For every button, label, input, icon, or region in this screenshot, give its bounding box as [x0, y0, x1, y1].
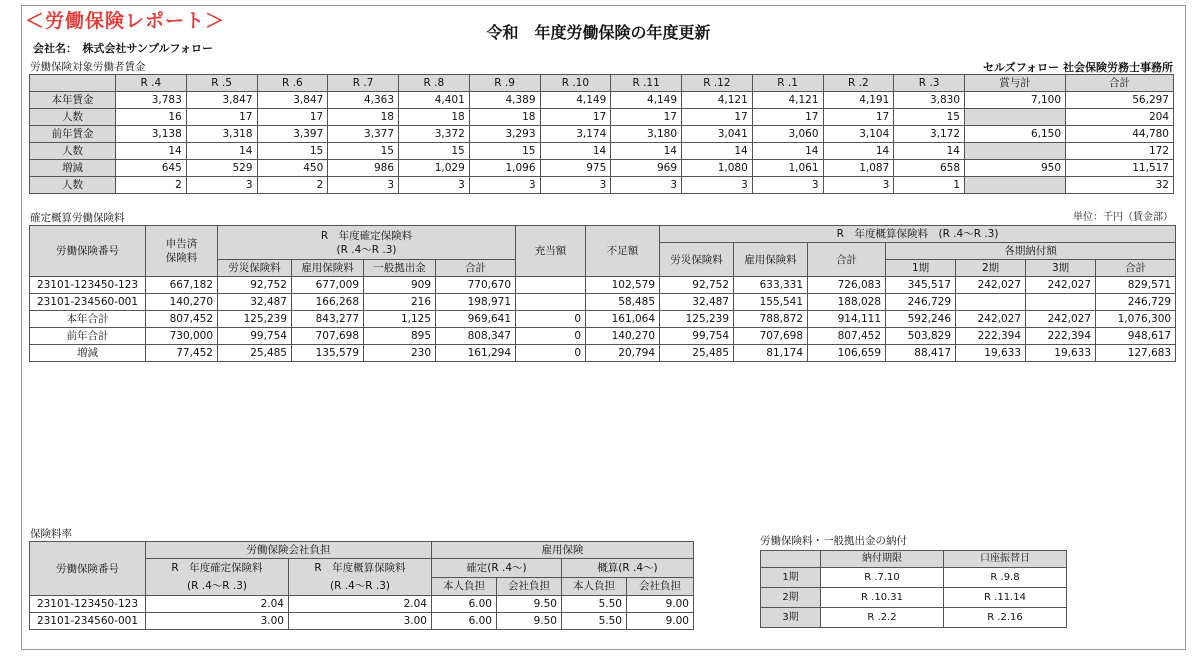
- premium-row: [30, 311, 1176, 328]
- wages-cell: 17: [540, 109, 611, 126]
- premium-cell: 25,485: [660, 345, 734, 362]
- wages-cell: 3,377: [328, 126, 399, 143]
- rates-header-employment: 雇用保険: [432, 542, 694, 559]
- wages-corner-cell: [30, 75, 116, 92]
- premium-cell: 726,083: [808, 277, 886, 294]
- document-title: 令和 年度労働保険の年度更新: [486, 23, 711, 42]
- premium-cell: 808,347: [436, 328, 516, 345]
- payment-due-date: R .2.2: [821, 608, 944, 628]
- wages-cell: 14: [752, 143, 823, 160]
- report-label: ＜労働保険レポート＞: [25, 10, 226, 32]
- premium-section-title: 確定概算労働保険料: [30, 212, 125, 224]
- rates-section-title: 保険料率: [30, 528, 72, 540]
- header-est-employment: 雇用保険料: [734, 243, 808, 277]
- payment-header-due: 納付期限: [821, 551, 944, 568]
- wages-cell: 1,087: [823, 160, 894, 177]
- wages-cell: 3,783: [116, 92, 187, 109]
- wages-cell: 658: [894, 160, 965, 177]
- premium-row-label: 増減: [30, 345, 146, 362]
- wages-col-header: R .7: [328, 75, 399, 92]
- premium-cell: 99,754: [660, 328, 734, 345]
- wages-cell: 18: [469, 109, 540, 126]
- wages-cell: 969: [611, 160, 682, 177]
- premium-cell: 222,394: [1026, 328, 1096, 345]
- rates-cell: 6.00: [432, 596, 497, 613]
- payment-due-date: R .10.31: [821, 588, 944, 608]
- wages-cell: 14: [682, 143, 753, 160]
- header-confirmed-premium: [218, 226, 516, 260]
- premium-cell: 32,487: [660, 294, 734, 311]
- wages-cell: 986: [328, 160, 399, 177]
- wages-cell: 3: [399, 177, 470, 194]
- wages-cell: 18: [399, 109, 470, 126]
- wages-cell: 6,150: [965, 126, 1066, 143]
- rates-cell: 9.00: [627, 596, 694, 613]
- wages-col-header: 賞与計: [965, 75, 1066, 92]
- wages-cell: 3,847: [186, 92, 257, 109]
- header-declared: [146, 226, 218, 277]
- premium-cell: 188,028: [808, 294, 886, 311]
- premium-cell: 807,452: [808, 328, 886, 345]
- header-est-total: 合計: [808, 243, 886, 277]
- premium-cell: 969,641: [436, 311, 516, 328]
- wages-row: [30, 160, 1174, 177]
- rates-header-conf-line2: (R .4～R .3): [187, 580, 247, 592]
- header-conf-general: 一般拠出金: [364, 260, 436, 277]
- premium-cell: 81,174: [734, 345, 808, 362]
- premium-cell: 1,076,300: [1096, 311, 1176, 328]
- wages-cell: 17: [682, 109, 753, 126]
- premium-cell: 198,971: [436, 294, 516, 311]
- wages-cell: 3,041: [682, 126, 753, 143]
- header-estimated-premium: R 年度概算保険料 (R .4～R .3): [660, 226, 1176, 243]
- rates-header-self-1: 本人負担: [432, 577, 497, 596]
- wages-cell: 3: [611, 177, 682, 194]
- rates-cell: 3.00: [289, 613, 432, 630]
- header-shortage: 不足額: [586, 226, 660, 277]
- wages-col-header: R .12: [682, 75, 753, 92]
- rates-cell: 9.00: [627, 613, 694, 630]
- wages-cell: 14: [186, 143, 257, 160]
- premium-cell: 32,487: [218, 294, 292, 311]
- premium-row: [30, 345, 1176, 362]
- wages-col-header: R .4: [116, 75, 187, 92]
- premium-cell: 102,579: [586, 277, 660, 294]
- wages-cell: 15: [328, 143, 399, 160]
- wages-cell: 4,149: [611, 92, 682, 109]
- payment-corner-cell: [761, 551, 821, 568]
- premium-cell: 948,617: [1096, 328, 1176, 345]
- wages-cell: 17: [257, 109, 328, 126]
- wages-cell: 15: [894, 109, 965, 126]
- wages-cell: 3,397: [257, 126, 328, 143]
- wages-table: [29, 74, 1174, 194]
- rates-cell: 2.04: [146, 596, 289, 613]
- premium-cell: 246,729: [1096, 294, 1176, 311]
- wages-row-label: 本年賃金: [30, 92, 116, 109]
- premium-cell: [956, 294, 1026, 311]
- premium-row: [30, 277, 1176, 294]
- premium-cell: 77,452: [146, 345, 218, 362]
- payment-period-label: 1期: [761, 568, 821, 588]
- wages-cell: 17: [752, 109, 823, 126]
- premium-cell: 135,579: [292, 345, 364, 362]
- premium-cell: 503,829: [886, 328, 956, 345]
- header-declared-line2: 保険料: [165, 252, 198, 264]
- rates-cell: 9.50: [497, 596, 562, 613]
- wages-cell: 2: [257, 177, 328, 194]
- wages-cell: 3,847: [257, 92, 328, 109]
- header-period-2: 2期: [956, 260, 1026, 277]
- header-conf-workers-comp: 労災保険料: [218, 260, 292, 277]
- wages-cell: 3,180: [611, 126, 682, 143]
- rates-header-est-line2: (R .4～R .3): [330, 580, 390, 592]
- premium-cell: 216: [364, 294, 436, 311]
- wages-cell: 204: [1066, 109, 1174, 126]
- wages-cell: 15: [469, 143, 540, 160]
- wages-cell: 3,372: [399, 126, 470, 143]
- premium-cell: 788,872: [734, 311, 808, 328]
- payment-row: [761, 568, 1067, 588]
- premium-cell: 807,452: [146, 311, 218, 328]
- rates-header-comp-1: 会社負担: [497, 577, 562, 596]
- wages-cell: 2: [116, 177, 187, 194]
- wages-cell: 4,401: [399, 92, 470, 109]
- premium-cell: 0: [516, 345, 586, 362]
- header-confirmed-line2: (R .4～R .3): [336, 243, 397, 256]
- premium-cell: 230: [364, 345, 436, 362]
- premium-cell: 667,182: [146, 277, 218, 294]
- wages-col-header: R .8: [399, 75, 470, 92]
- wages-cell: 16: [116, 109, 187, 126]
- premium-cell: 0: [516, 328, 586, 345]
- header-est-workers-comp: 労災保険料: [660, 243, 734, 277]
- rates-header-number: 労働保険番号: [30, 542, 146, 596]
- wages-row-label: 人数: [30, 143, 116, 160]
- premium-cell: 0: [516, 311, 586, 328]
- premium-cell: 222,394: [956, 328, 1026, 345]
- wages-row: [30, 109, 1174, 126]
- wages-col-header: R .1: [752, 75, 823, 92]
- premium-row: [30, 328, 1176, 345]
- premium-cell: 914,111: [808, 311, 886, 328]
- rates-cell: 2.04: [289, 596, 432, 613]
- wages-cell: 3: [469, 177, 540, 194]
- wages-cell: 975: [540, 160, 611, 177]
- wages-cell: 950: [965, 160, 1066, 177]
- wages-row: [30, 92, 1174, 109]
- premium-cell: 677,009: [292, 277, 364, 294]
- wages-cell: [965, 177, 1066, 194]
- wages-cell: 14: [894, 143, 965, 160]
- wages-cell: 32: [1066, 177, 1174, 194]
- wages-cell: 172: [1066, 143, 1174, 160]
- wages-row: [30, 177, 1174, 194]
- premium-cell: [516, 294, 586, 311]
- payment-header-debit: 口座振替日: [944, 551, 1067, 568]
- rates-row-label: 23101-123450-123: [30, 596, 146, 613]
- payment-table: [760, 550, 1067, 628]
- wages-cell: 17: [186, 109, 257, 126]
- header-installments: 各期納付額: [886, 243, 1176, 260]
- rates-cell: 9.50: [497, 613, 562, 630]
- header-confirmed-line1: R 年度確定保険料: [320, 229, 413, 242]
- rates-row: [30, 596, 694, 613]
- wages-cell: [965, 109, 1066, 126]
- premium-cell: 140,270: [586, 328, 660, 345]
- payment-period-label: 2期: [761, 588, 821, 608]
- premium-cell: 140,270: [146, 294, 218, 311]
- payment-debit-date: R .9.8: [944, 568, 1067, 588]
- wages-cell: 3,104: [823, 126, 894, 143]
- wages-cell: 3: [682, 177, 753, 194]
- wages-cell: 14: [823, 143, 894, 160]
- wages-row-label: 増減: [30, 160, 116, 177]
- payment-row: [761, 588, 1067, 608]
- premium-cell: 19,633: [1026, 345, 1096, 362]
- header-conf-employment: 雇用保険料: [292, 260, 364, 277]
- premium-cell: [1026, 294, 1096, 311]
- premium-row-label: 23101-234560-001: [30, 294, 146, 311]
- rates-table: [29, 541, 694, 630]
- wages-cell: 3: [540, 177, 611, 194]
- premium-cell: 88,417: [886, 345, 956, 362]
- wages-cell: 4,121: [682, 92, 753, 109]
- wages-cell: 4,363: [328, 92, 399, 109]
- wages-cell: 3,293: [469, 126, 540, 143]
- payment-period-label: 3期: [761, 608, 821, 628]
- wages-col-header: R .3: [894, 75, 965, 92]
- premium-cell: 161,294: [436, 345, 516, 362]
- wages-cell: 1,096: [469, 160, 540, 177]
- wages-row: [30, 143, 1174, 160]
- header-insurance-number: 労働保険番号: [30, 226, 146, 277]
- premium-cell: 25,485: [218, 345, 292, 362]
- premium-cell: 155,541: [734, 294, 808, 311]
- premium-cell: 92,752: [218, 277, 292, 294]
- wages-cell: 529: [186, 160, 257, 177]
- premium-cell: [516, 277, 586, 294]
- premium-cell: 246,729: [886, 294, 956, 311]
- wages-cell: 17: [611, 109, 682, 126]
- company-name: 会社名： 株式会社サンプルフォロー: [33, 42, 213, 55]
- wages-cell: 645: [116, 160, 187, 177]
- wages-cell: 3,318: [186, 126, 257, 143]
- header-conf-total: 合計: [436, 260, 516, 277]
- wages-cell: 3,138: [116, 126, 187, 143]
- rates-row-label: 23101-234560-001: [30, 613, 146, 630]
- rates-header-est-line1: R 年度概算保険料: [314, 562, 406, 574]
- header-declared-line1: 申告済: [165, 238, 198, 250]
- wages-cell: 14: [116, 143, 187, 160]
- rates-cell: 5.50: [562, 613, 627, 630]
- header-applied: 充当額: [516, 226, 586, 277]
- premium-cell: 242,027: [1026, 277, 1096, 294]
- wages-row-label: 前年賃金: [30, 126, 116, 143]
- premium-cell: 166,268: [292, 294, 364, 311]
- wages-cell: 18: [328, 109, 399, 126]
- wages-cell: 3,174: [540, 126, 611, 143]
- rates-header-emp-estimated: 概算(R .4～): [562, 559, 694, 578]
- wages-row-label: 人数: [30, 177, 116, 194]
- premium-cell: 92,752: [660, 277, 734, 294]
- wages-cell: 7,100: [965, 92, 1066, 109]
- rates-row: [30, 613, 694, 630]
- premium-cell: 592,246: [886, 311, 956, 328]
- header-period-total: 合計: [1096, 260, 1176, 277]
- rates-cell: 6.00: [432, 613, 497, 630]
- wages-cell: 14: [540, 143, 611, 160]
- premium-row-label: 前年合計: [30, 328, 146, 345]
- office-name: セルズフォロー 社会保険労務士事務所: [983, 61, 1173, 74]
- wages-col-header: R .9: [469, 75, 540, 92]
- premium-cell: 242,027: [1026, 311, 1096, 328]
- wages-col-header: R .2: [823, 75, 894, 92]
- wages-cell: 450: [257, 160, 328, 177]
- premium-row: [30, 294, 1176, 311]
- payment-debit-date: R .11.14: [944, 588, 1067, 608]
- premium-cell: 909: [364, 277, 436, 294]
- wages-col-header: R .11: [611, 75, 682, 92]
- premium-table: [29, 225, 1176, 362]
- wages-row: [30, 126, 1174, 143]
- wages-cell: [965, 143, 1066, 160]
- rates-header-emp-confirmed: 確定(R .4～): [432, 559, 562, 578]
- premium-cell: 127,683: [1096, 345, 1176, 362]
- premium-cell: 633,331: [734, 277, 808, 294]
- premium-cell: 161,064: [586, 311, 660, 328]
- wages-section-title: 労働保険対象労働者賃金: [30, 61, 146, 73]
- header-period-1: 1期: [886, 260, 956, 277]
- wages-cell: 3,172: [894, 126, 965, 143]
- payment-section-title: 労働保険料・一般拠出金の納付: [760, 535, 907, 547]
- rates-cell: 5.50: [562, 596, 627, 613]
- rates-header-company: 労働保険会社負担: [146, 542, 432, 559]
- rates-header-conf-line1: R 年度確定保険料: [171, 562, 263, 574]
- wages-cell: 3,830: [894, 92, 965, 109]
- premium-cell: 345,517: [886, 277, 956, 294]
- wages-cell: 1: [894, 177, 965, 194]
- premium-cell: 242,027: [956, 277, 1026, 294]
- premium-cell: 770,670: [436, 277, 516, 294]
- wages-cell: 11,517: [1066, 160, 1174, 177]
- premium-cell: 19,633: [956, 345, 1026, 362]
- wages-row-label: 人数: [30, 109, 116, 126]
- payment-row: [761, 608, 1067, 628]
- wages-cell: 17: [823, 109, 894, 126]
- wages-cell: 1,029: [399, 160, 470, 177]
- wages-cell: 4,149: [540, 92, 611, 109]
- premium-cell: 730,000: [146, 328, 218, 345]
- premium-cell: 20,794: [586, 345, 660, 362]
- premium-cell: 125,239: [218, 311, 292, 328]
- payment-debit-date: R .2.16: [944, 608, 1067, 628]
- wages-col-header: R .5: [186, 75, 257, 92]
- wages-cell: 44,780: [1066, 126, 1174, 143]
- header-period-3: 3期: [1026, 260, 1096, 277]
- premium-row-label: 23101-123450-123: [30, 277, 146, 294]
- wages-cell: 3: [752, 177, 823, 194]
- wages-col-header: R .6: [257, 75, 328, 92]
- wages-col-header: 合計: [1066, 75, 1174, 92]
- wages-cell: 1,080: [682, 160, 753, 177]
- premium-cell: 895: [364, 328, 436, 345]
- wages-col-header: R .10: [540, 75, 611, 92]
- wages-cell: 3,060: [752, 126, 823, 143]
- premium-cell: 843,277: [292, 311, 364, 328]
- wages-cell: 4,121: [752, 92, 823, 109]
- rates-cell: 3.00: [146, 613, 289, 630]
- wages-cell: 1,061: [752, 160, 823, 177]
- wages-cell: 3: [186, 177, 257, 194]
- wages-cell: 56,297: [1066, 92, 1174, 109]
- rates-header-self-2: 本人負担: [562, 577, 627, 596]
- premium-cell: 58,485: [586, 294, 660, 311]
- rates-header-estimated: [289, 559, 432, 596]
- wages-cell: 3: [328, 177, 399, 194]
- wages-cell: 4,191: [823, 92, 894, 109]
- premium-cell: 1,125: [364, 311, 436, 328]
- premium-row-label: 本年合計: [30, 311, 146, 328]
- wages-cell: 15: [257, 143, 328, 160]
- wages-cell: 3: [823, 177, 894, 194]
- premium-cell: 707,698: [734, 328, 808, 345]
- premium-cell: 125,239: [660, 311, 734, 328]
- wages-cell: 14: [611, 143, 682, 160]
- premium-cell: 242,027: [956, 311, 1026, 328]
- wages-cell: 15: [399, 143, 470, 160]
- premium-cell: 99,754: [218, 328, 292, 345]
- wages-cell: 4,389: [469, 92, 540, 109]
- premium-cell: 106,659: [808, 345, 886, 362]
- unit-note: 単位：千円（賃金部）: [1073, 212, 1173, 223]
- premium-cell: 829,571: [1096, 277, 1176, 294]
- payment-due-date: R .7.10: [821, 568, 944, 588]
- premium-cell: 707,698: [292, 328, 364, 345]
- rates-header-comp-2: 会社負担: [627, 577, 694, 596]
- rates-header-confirmed: [146, 559, 289, 596]
